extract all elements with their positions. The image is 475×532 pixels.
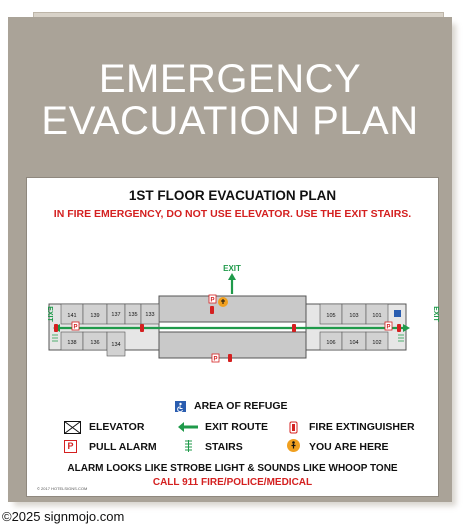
room-106: 106 — [326, 340, 336, 346]
room-139: 139 — [90, 313, 100, 319]
placard-warning: IN FIRE EMERGENCY, DO NOT USE ELEVATOR. USE THE EXIT STAIRS. — [53, 208, 412, 220]
fire-extinguisher-icon — [289, 420, 298, 433]
exit-label-top: EXIT — [223, 264, 241, 273]
alarm-note: ALARM LOOKS LIKE STROBE LIGHT & SOUNDS LIKE WHOOP TONE — [67, 463, 398, 474]
room-105: 105 — [326, 313, 336, 319]
legend-area-of-refuge: AREA OF REFUGE — [194, 400, 288, 412]
watermark: ©2025 signmojo.com — [2, 509, 125, 524]
stairs-icon — [184, 440, 193, 452]
room-135: 135 — [128, 312, 138, 318]
svg-text:P: P — [386, 324, 391, 331]
placard-heading: 1ST FLOOR EVACUATION PLAN — [128, 188, 337, 203]
evacuation-sign — [8, 17, 452, 502]
elevator-icon — [64, 421, 81, 434]
area-of-refuge-icon — [175, 401, 186, 412]
left-bottom-rooms — [61, 332, 125, 356]
center-block-top — [159, 296, 306, 322]
room-133: 133 — [145, 312, 155, 318]
exit-label-left: EXIT — [46, 306, 53, 322]
legend-exit-route: EXIT ROUTE — [205, 421, 269, 433]
room-136: 136 — [90, 340, 100, 346]
right-bottom-rooms — [320, 332, 388, 350]
room-138: 138 — [67, 340, 77, 346]
legend-you-are-here: YOU ARE HERE — [309, 441, 389, 453]
pull-alarm-icon: P — [64, 440, 77, 453]
svg-text:P: P — [73, 324, 78, 331]
room-137: 137 — [111, 312, 121, 318]
floor-plan-placard — [26, 177, 439, 497]
room-102: 102 — [372, 340, 382, 346]
room-141: 141 — [67, 313, 77, 319]
legend-pull-alarm: PULL ALARM — [89, 441, 157, 453]
area-of-refuge-marker — [394, 310, 401, 317]
exit-label-right: EXIT — [432, 306, 439, 322]
svg-text:P: P — [213, 356, 218, 363]
right-top-rooms — [320, 304, 388, 324]
legend-fire-extinguisher: FIRE EXTINGUISHER — [309, 421, 415, 433]
room-101: 101 — [372, 313, 382, 319]
exit-route-arrow-up — [228, 273, 236, 280]
svg-text:P: P — [210, 297, 215, 304]
room-134: 134 — [111, 342, 121, 348]
legend-stairs: STAIRS — [205, 441, 243, 453]
sign-title-line-1: EMERGENCY — [98, 57, 362, 101]
you-are-here-icon — [287, 439, 300, 452]
call-911-note: CALL 911 FIRE/POLICE/MEDICAL — [152, 477, 313, 488]
center-block-bottom — [159, 332, 306, 358]
room-104: 104 — [349, 340, 359, 346]
exit-route-arrow-icon — [178, 422, 198, 432]
floor-plan-map — [27, 258, 439, 363]
legend-elevator: ELEVATOR — [89, 421, 145, 433]
placard-copyright: © 2017 HOTELSIGNS.COM — [37, 486, 88, 491]
left-top-rooms — [61, 304, 159, 324]
room-103: 103 — [349, 313, 359, 319]
sign-title-line-2: EVACUATION PLAN — [41, 99, 419, 143]
